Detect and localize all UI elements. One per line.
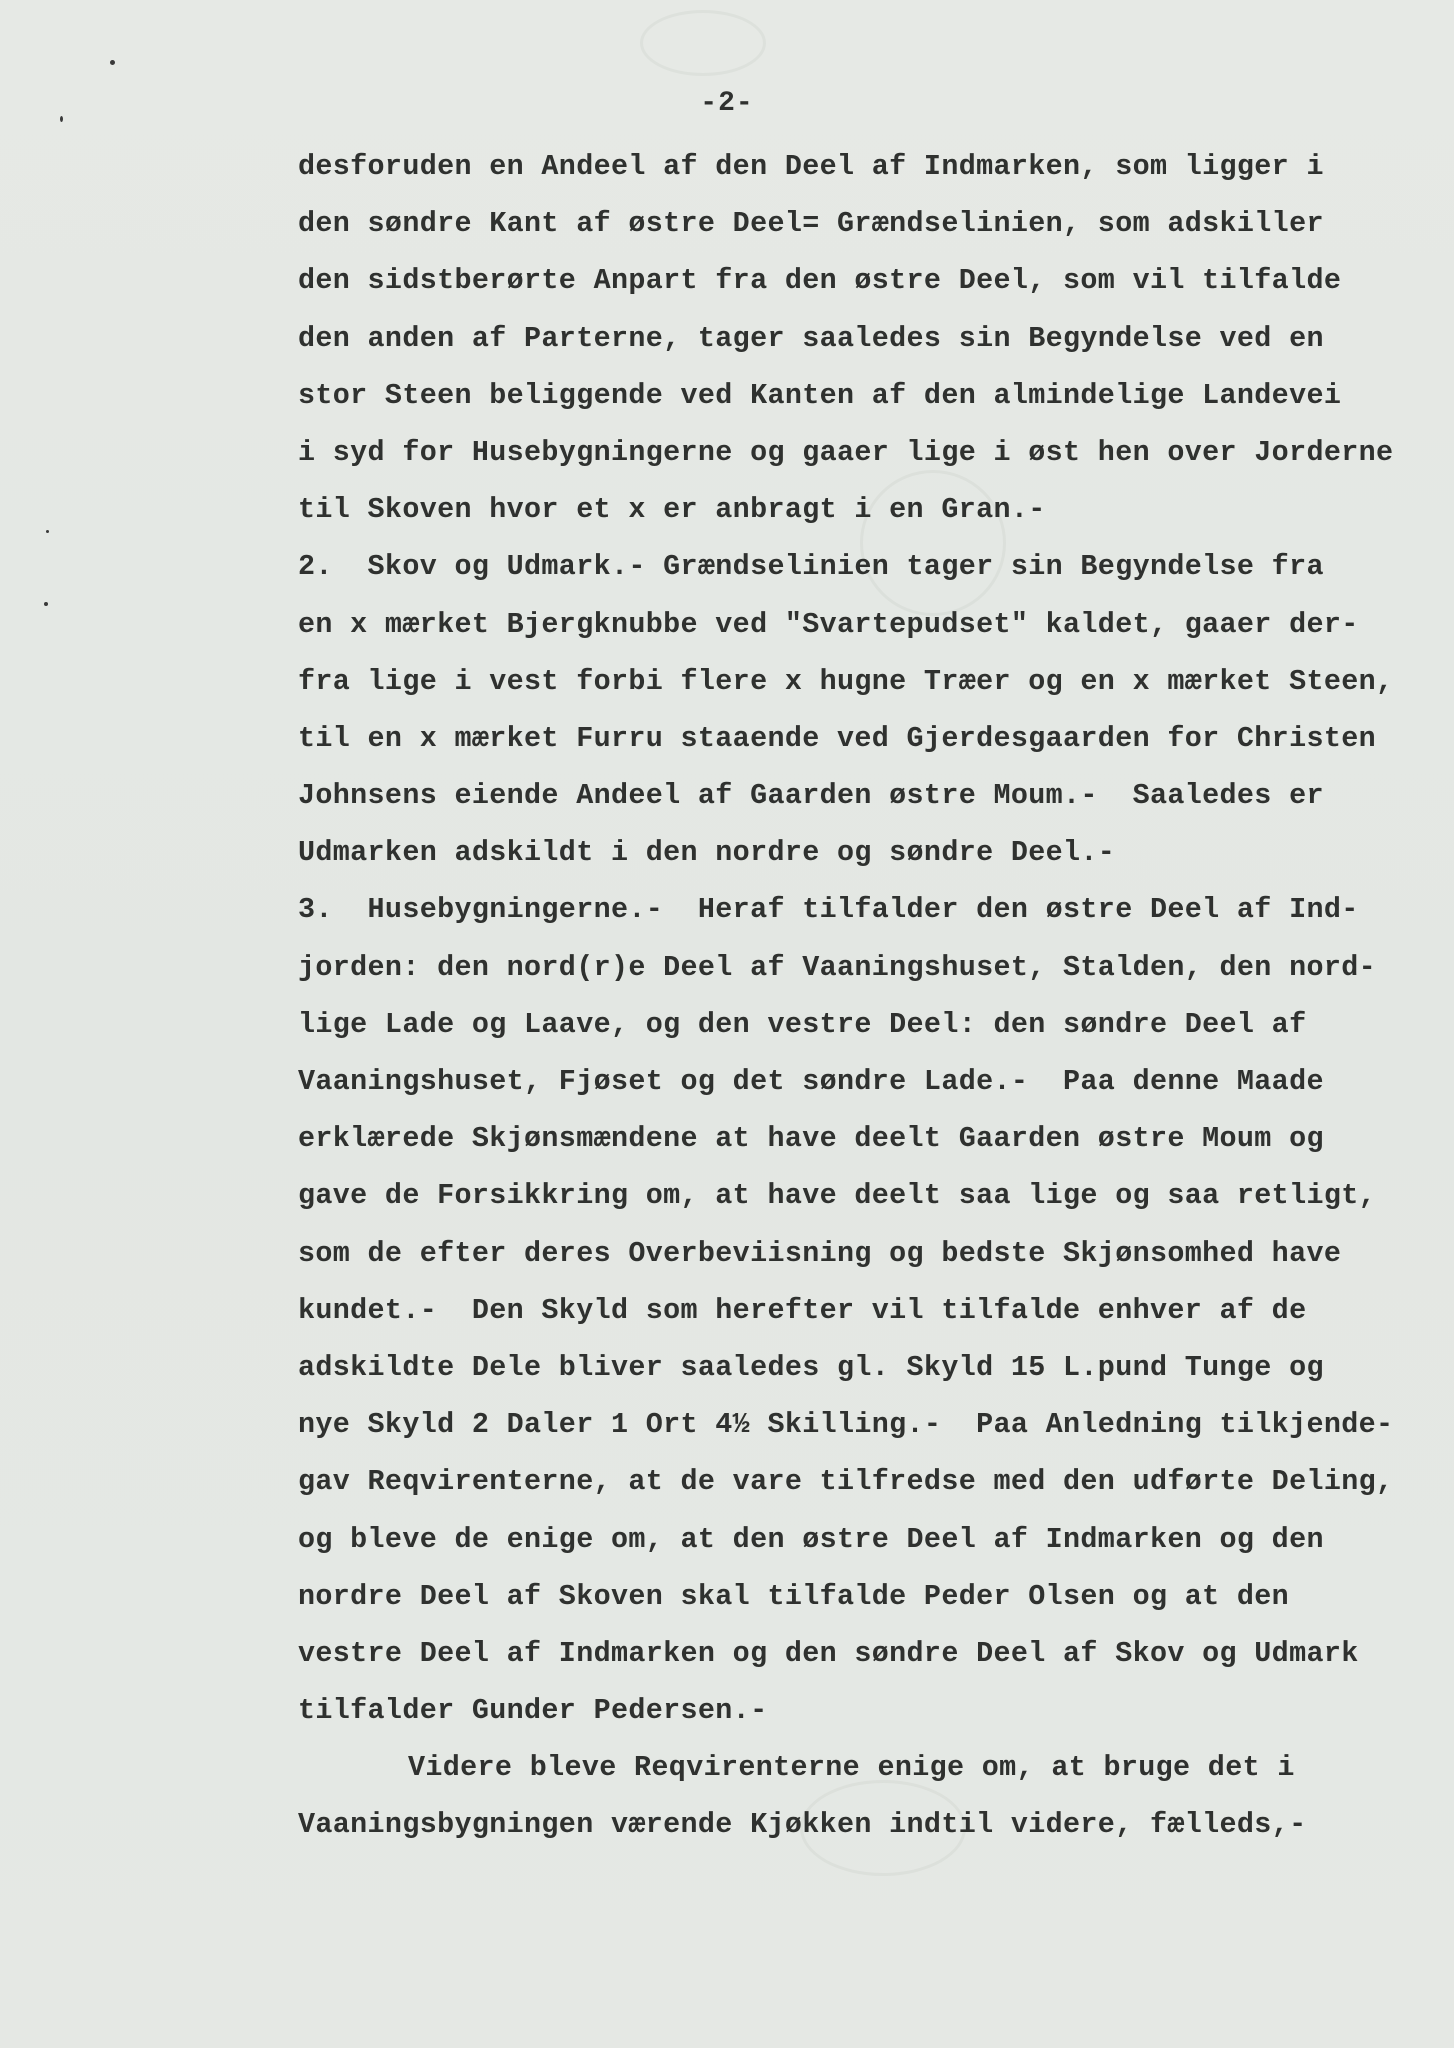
text-line: erklærede Skjønsmændene at have deelt Gaarden østre Moum og <box>298 1122 1324 1156</box>
text-line: Johnsens eiende Andeel af Gaarden østre Moum.- Saaledes er <box>298 779 1324 813</box>
margin-speck <box>110 60 115 65</box>
text-line: lige Lade og Laave, og den vestre Deel: den søndre Deel af <box>298 1007 1307 1041</box>
text-line: som de efter deres Overbeviisning og bedste Skjønsomhed have <box>298 1236 1342 1270</box>
text-line: gave de Forsikkring om, at have deelt saa lige og saa retligt, <box>298 1179 1377 1213</box>
text-line: nye Skyld 2 Daler 1 Ort 4½ Skilling.- Paa Anledning tilkjende- <box>298 1408 1394 1442</box>
text-line: nordre Deel af Skoven skal tilfalde Peder Olsen og at den <box>298 1579 1290 1613</box>
text-line: adskildte Dele bliver saaledes gl. Skyld 15 L.pund Tunge og <box>298 1350 1324 1384</box>
text-line: til en x mærket Furru staaende ved Gjerdesgaarden for Christen <box>298 721 1377 755</box>
text-line: og bleve de enige om, at den østre Deel af Indmarken og den <box>298 1522 1324 1556</box>
text-line: vestre Deel af Indmarken og den søndre Deel af Skov og Udmark <box>298 1636 1359 1670</box>
text-line: Udmarken adskildt i den nordre og søndre Deel.- <box>298 836 1116 870</box>
bleed-through-stamp <box>640 10 766 76</box>
text-line: den sidstberørte Anpart fra den østre Deel, som vil tilfalde <box>298 264 1342 298</box>
text-line: den søndre Kant af østre Deel= Grændselinien, som adskiller <box>298 207 1324 241</box>
text-line: fra lige i vest forbi flere x hugne Træer og en x mærket Steen, <box>298 664 1394 698</box>
text-line: gav Reqvirenterne, at de vare tilfredse med den udførte Deling, <box>298 1465 1394 1499</box>
text-line: en x mærket Bjergknubbe ved "Svartepudset" kaldet, gaaer der- <box>298 607 1359 641</box>
text-line: jorden: den nord(r)e Deel af Vaaningshuset, Stalden, den nord- <box>298 950 1377 984</box>
text-line: den anden af Parterne, tager saaledes sin Begyndelse ved en <box>298 321 1324 355</box>
text-line: desforuden en Andeel af den Deel af Indmarken, som ligger i <box>298 150 1324 183</box>
text-line: 3. Husebygningerne.- Heraf tilfalder den østre Deel af Ind- <box>298 893 1359 927</box>
margin-speck <box>46 530 49 533</box>
text-line: i syd for Husebygningerne og gaaer lige i øst hen over Jorderne <box>298 435 1394 469</box>
margin-speck <box>44 602 48 606</box>
body-text <box>298 138 1418 1854</box>
text-line: stor Steen beliggende ved Kanten af den almindelige Landevei <box>298 378 1342 412</box>
text-line: Videre bleve Reqvirenterne enige om, at bruge det i <box>408 1751 1295 1785</box>
text-line: tilfalder Gunder Pedersen.- <box>298 1694 768 1728</box>
text-line: 2. Skov og Udmark.- Grændselinien tager sin Begyndelse fra <box>298 550 1324 584</box>
text-line: kundet.- Den Skyld som herefter vil tilfalde enhver af de <box>298 1293 1307 1327</box>
page-number: -2- <box>700 88 754 119</box>
text-line: til Skoven hvor et x er anbragt i en Gran.- <box>298 493 1046 527</box>
text-line: Vaaningsbygningen værende Kjøkken indtil videre, fælleds,- <box>298 1808 1307 1842</box>
text-line: Vaaningshuset, Fjøset og det søndre Lade.- Paa denne Maade <box>298 1065 1324 1098</box>
